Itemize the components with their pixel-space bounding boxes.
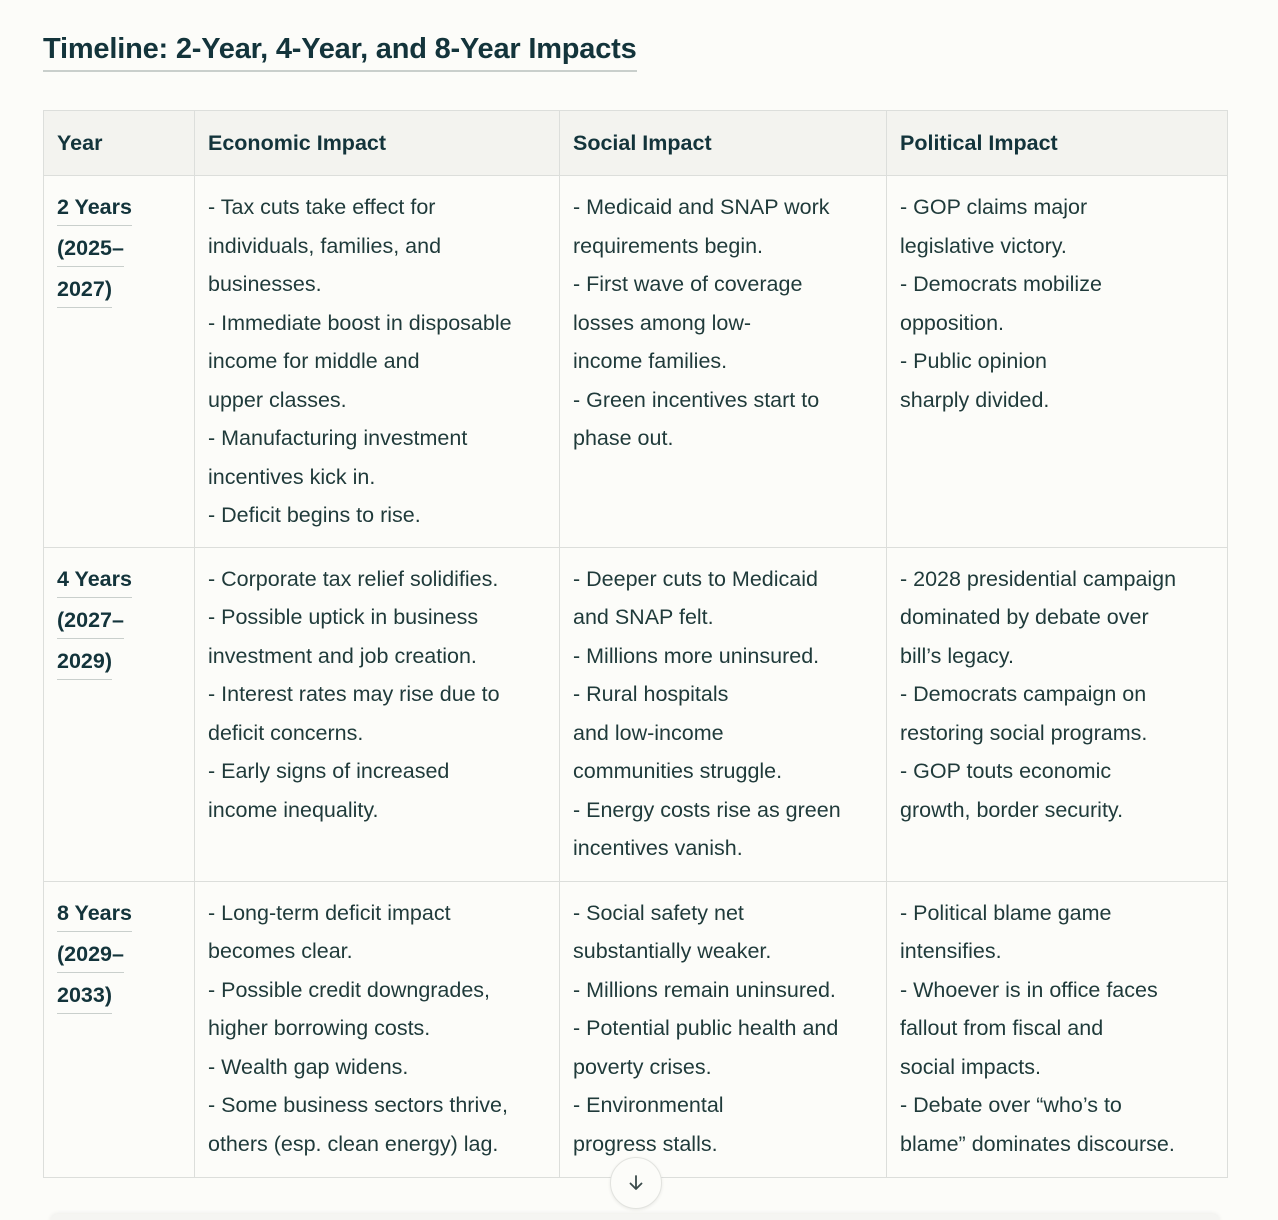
timeline-table — [43, 110, 1228, 1178]
impact-line: growth, border security. — [900, 797, 1124, 822]
year-cell — [44, 547, 195, 881]
impact-line: deficit concerns. — [208, 720, 364, 745]
table-row — [44, 176, 1228, 548]
social-impact-cell — [560, 176, 887, 548]
header-political-impact: Political Impact — [887, 111, 1228, 176]
impact-line: - First wave of coverage — [573, 272, 803, 296]
political-impact-cell — [887, 176, 1228, 548]
impact-line: upper classes. — [208, 387, 347, 412]
year-label-line: (2029– — [57, 937, 124, 973]
impact-line: - Democrats campaign on — [900, 682, 1147, 706]
table-row — [44, 547, 1228, 881]
impact-line: - Debate over “who’s to — [900, 1093, 1122, 1117]
impact-line: income for middle and — [208, 349, 420, 373]
impact-line: - Millions remain uninsured. — [573, 977, 836, 1002]
impact-line: - Manufacturing investment — [208, 426, 468, 450]
impact-line: losses among low- — [573, 310, 752, 335]
impact-line: becomes clear. — [208, 939, 353, 963]
year-label-line: (2027– — [57, 603, 124, 639]
impact-line: restoring social programs. — [900, 720, 1148, 745]
impact-line: progress stalls. — [573, 1131, 718, 1156]
impact-line: - Public opinion — [900, 349, 1048, 373]
impact-line: - Wealth gap widens. — [208, 1054, 409, 1079]
year-label-line: 4 Years — [57, 562, 132, 598]
impact-line: communities struggle. — [573, 759, 783, 783]
impact-line: - GOP touts economic — [900, 759, 1112, 783]
impact-line: fallout from fiscal and — [900, 1016, 1104, 1040]
year-label-line: 2033) — [57, 978, 112, 1014]
year-label — [57, 560, 181, 683]
impact-line: income families. — [573, 349, 728, 373]
impact-line: - Energy costs rise as green — [573, 797, 841, 822]
year-label-line: 8 Years — [57, 896, 132, 932]
year-label — [57, 894, 181, 1017]
impact-line: blame” dominates discourse. — [900, 1131, 1175, 1156]
economic-impact-cell — [195, 547, 560, 881]
year-label-line: (2025– — [57, 231, 124, 267]
impact-line: and low-income — [573, 720, 724, 745]
impact-line: - Some business sectors thrive, — [208, 1093, 508, 1117]
impact-line: - Corporate tax relief solidifies. — [208, 566, 499, 591]
header-economic-impact: Economic Impact — [195, 111, 560, 176]
impact-line: and SNAP felt. — [573, 605, 714, 629]
impact-line: phase out. — [573, 426, 674, 450]
impact-line: - GOP claims major — [900, 195, 1088, 219]
impact-line: intensifies. — [900, 939, 1002, 963]
impact-line: - Whoever is in office faces — [900, 977, 1158, 1002]
year-cell — [44, 176, 195, 548]
economic-impact-cell — [195, 881, 560, 1177]
impact-line: - Immediate boost in disposable — [208, 310, 512, 335]
impact-line: - Environmental — [573, 1093, 724, 1117]
year-label-line: 2 Years — [57, 190, 132, 226]
impact-line: income inequality. — [208, 797, 379, 822]
impact-line: - Millions more uninsured. — [573, 643, 820, 668]
arrow-down-icon — [626, 1173, 646, 1193]
impact-line: dominated by debate over — [900, 605, 1149, 629]
impact-line: - Political blame game — [900, 900, 1112, 925]
impact-line: substantially weaker. — [573, 939, 772, 963]
year-label-line: 2027) — [57, 272, 112, 308]
impact-line: - Tax cuts take effect for — [208, 195, 436, 219]
year-label — [57, 188, 181, 311]
year-label-line: 2029) — [57, 644, 112, 680]
impact-line: - 2028 presidential campaign — [900, 566, 1177, 591]
political-impact-cell — [887, 547, 1228, 881]
section-heading: Timeline: 2-Year, 4-Year, and 8-Year Impacts — [43, 30, 637, 72]
header-social-impact: Social Impact — [560, 111, 887, 176]
impact-line: - Long-term deficit impact — [208, 900, 451, 925]
header-year: Year — [44, 111, 195, 176]
impact-line: individuals, families, and — [208, 233, 442, 258]
impact-line: social impacts. — [900, 1054, 1041, 1079]
impact-line: others (esp. clean energy) lag. — [208, 1131, 499, 1156]
impact-line: higher borrowing costs. — [208, 1016, 431, 1040]
impact-line: opposition. — [900, 310, 1004, 335]
table-row — [44, 881, 1228, 1177]
scroll-down-button[interactable] — [610, 1157, 662, 1209]
impact-line: bill’s legacy. — [900, 643, 1014, 668]
table-header-row — [44, 111, 1228, 176]
impact-line: - Early signs of increased — [208, 759, 450, 783]
impact-line: - Deeper cuts to Medicaid — [573, 566, 818, 591]
impact-line: businesses. — [208, 272, 322, 296]
impact-line: - Green incentives start to — [573, 387, 820, 412]
impact-line: - Democrats mobilize — [900, 272, 1102, 296]
year-cell — [44, 881, 195, 1177]
impact-line: investment and job creation. — [208, 643, 477, 668]
political-impact-cell — [887, 881, 1228, 1177]
impact-line: - Rural hospitals — [573, 682, 729, 706]
impact-line: - Social safety net — [573, 900, 744, 925]
impact-line: sharply divided. — [900, 387, 1050, 412]
impact-line: requirements begin. — [573, 233, 764, 258]
input-bar-edge — [50, 1214, 1220, 1220]
impact-line: legislative victory. — [900, 233, 1067, 258]
impact-line: - Possible credit downgrades, — [208, 977, 491, 1002]
impact-line: incentives vanish. — [573, 836, 743, 860]
social-impact-cell — [560, 547, 887, 881]
impact-line: poverty crises. — [573, 1054, 712, 1079]
impact-line: - Potential public health and — [573, 1016, 839, 1040]
impact-line: - Deficit begins to rise. — [208, 503, 421, 527]
impact-line: - Interest rates may rise due to — [208, 682, 500, 706]
impact-line: - Medicaid and SNAP work — [573, 195, 830, 219]
economic-impact-cell — [195, 176, 560, 548]
impact-line: incentives kick in. — [208, 464, 376, 489]
impact-line: - Possible uptick in business — [208, 605, 479, 629]
social-impact-cell — [560, 881, 887, 1177]
